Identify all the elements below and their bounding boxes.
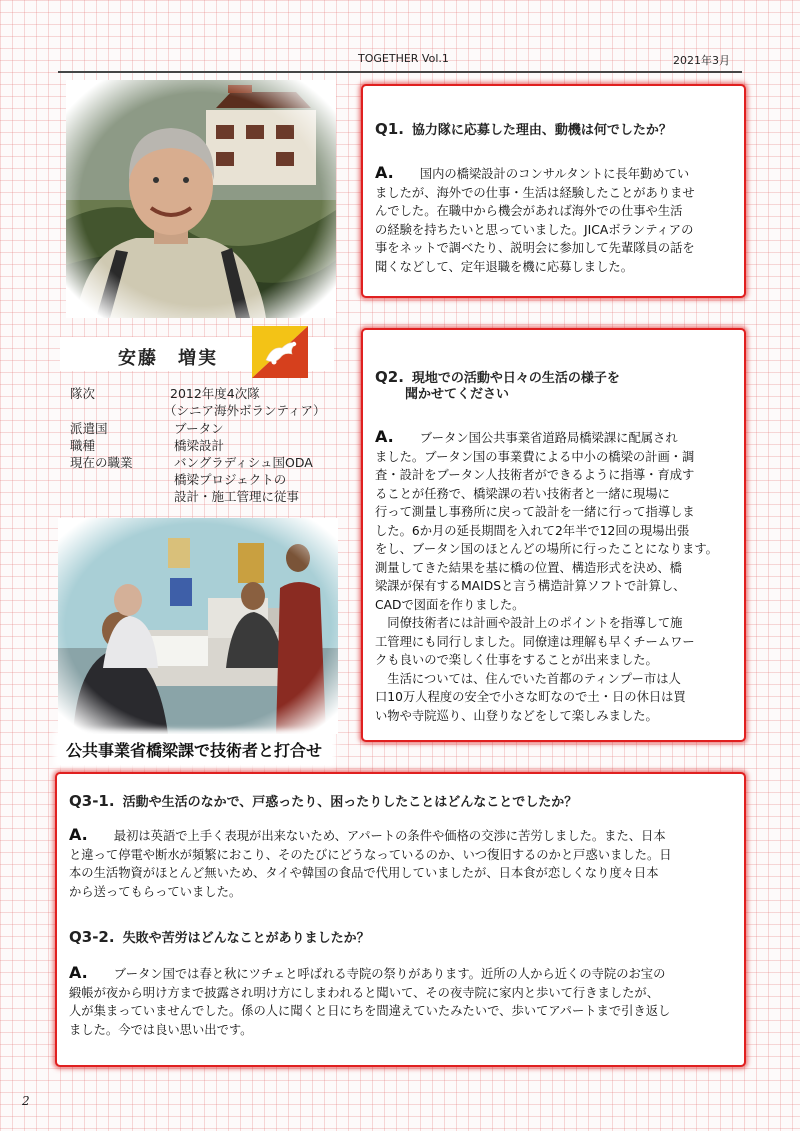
q2-question-line2: 聞かせてください xyxy=(405,387,510,402)
answer-line: 行って測量し事務所に戻って設計を一緒に行って指導しま xyxy=(375,505,695,519)
bhutan-flag-icon xyxy=(252,326,308,378)
member-name: 安藤 増実 xyxy=(118,348,218,369)
answer-line: した。6か月の延長期間を入れて2年半で12回の現場出張 xyxy=(375,523,690,538)
q1-answer xyxy=(375,164,741,276)
answer-line: ブータン国では春と秋にツチェと呼ばれる寺院の祭りがあります。近所の人から近くの寺院のお宝の xyxy=(113,967,666,981)
q3-2-question xyxy=(69,928,370,948)
answer-line: 本の生活物資がほとんど無いため、タイや韓国の食品で代用していましたが、日本食が恋しくなり度々日本 xyxy=(69,866,659,880)
profile-value: 設計・施工管理に従事 xyxy=(174,489,300,504)
q2-box xyxy=(361,328,746,742)
answer-line: 生活については、住んでいた首都のティンプー市は人 xyxy=(375,671,681,686)
profile-details xyxy=(70,386,340,506)
q3-1-question-text: 活動や生活のなかで、戸惑ったり、困ったりしたことはどんなことでしたか？ xyxy=(122,795,578,810)
profile-value: 2012年度4次隊 xyxy=(170,386,260,401)
q2-label: Q2. xyxy=(375,368,404,386)
profile-key: 職種 xyxy=(70,438,96,453)
answer-line: の経験を持ちたいと思っていました。JICAボランティアの xyxy=(375,222,694,237)
answer-line: 人が集まっていませんでした。係の人に聞くと日にちを間違えていたみたいで、歩いてアパートまで引き返し xyxy=(69,1004,671,1018)
q2-question xyxy=(375,368,620,388)
profile-key: 現在の職業 xyxy=(70,455,133,470)
photo-caption: 公共事業省橋梁課で技術者と打合せ xyxy=(58,734,332,765)
q2-answer xyxy=(375,428,745,725)
meeting-photo xyxy=(58,518,338,734)
answer-line: 国内の橋梁設計のコンサルタントに長年勤めてい xyxy=(419,167,690,181)
profile-value: ブータン xyxy=(174,421,224,436)
profile-value: 橋梁設計 xyxy=(174,438,225,453)
answer-line: 査・設計をブータン人技術者ができるように指導・育成す xyxy=(375,468,695,482)
q3-1-answer xyxy=(69,826,741,901)
answer-line: クも良いので楽しく仕事をすることが出来ました。 xyxy=(375,653,658,667)
answer-line: 聞くなどして、定年退職を機に応募しました。 xyxy=(375,259,633,274)
answer-line: 同僚技術者には計画や設計上のポイントを指導して施 xyxy=(375,616,683,630)
answer-line: CADで図面を作りました。 xyxy=(375,597,525,612)
q2-question-line1: 現地での活動や日々の生活の様子を xyxy=(411,371,620,386)
q1-question-text: 協力隊に応募した理由、動機は何でしたか？ xyxy=(411,123,672,138)
answer-line: い物や寺院巡り、山登りなどをして楽しみました。 xyxy=(375,708,658,723)
answer-line: をし、ブータン国のほとんどの場所に行ったことになります。 xyxy=(375,542,718,556)
q1-label: Q1. xyxy=(375,120,404,138)
profile-key: 派遣国 xyxy=(70,421,108,436)
q3-2-answer xyxy=(69,964,741,1039)
q2-a-label: A. xyxy=(375,427,394,446)
q1-question xyxy=(375,120,672,140)
answer-line: ることが任務で、橋梁課の若い技術者と一緒に現場に xyxy=(375,486,670,501)
q3-box xyxy=(55,772,746,1067)
q3-1-question xyxy=(69,792,577,812)
issue-title: TOGETHER Vol.1 xyxy=(358,52,449,65)
profile-value: バングラディシュ国ODA xyxy=(174,455,313,470)
answer-line: ました。今では良い思い出です。 xyxy=(69,1022,253,1037)
answer-line: 工管理にも同行しました。同僚達は理解も早くチームワー xyxy=(375,634,695,649)
answer-line: 最初は英語で上手く表現が出来ないため、アパートの条件や価格の交渉に苦労しました。また、日本 xyxy=(113,829,666,843)
profile-value: 橋梁プロジェクトの xyxy=(174,472,287,487)
answer-line: 事をネットで調べたり、説明会に参加して先輩隊員の話を xyxy=(375,241,695,255)
q3-2-label: Q3-2. xyxy=(69,928,115,946)
profile-value: （シニア海外ボランティア） xyxy=(164,403,326,418)
q3-2-question-text: 失敗や苦労はどんなことがありましたか？ xyxy=(122,931,370,946)
answer-line: 梁課が保有するMAIDSと言う構造計算ソフトで計算し、 xyxy=(375,579,686,593)
answer-line: んでした。在職中から機会があれば海外での仕事や生活 xyxy=(375,204,683,218)
issue-date: 2021年3月 xyxy=(673,54,730,67)
answer-line: 口10万人程度の安全で小さな町なので土・日の休日は買 xyxy=(375,690,686,704)
q1-box xyxy=(361,84,746,298)
answer-line: と違って停電や断水が頻繁におこり、そのたびにどうなっているのか、いつ復旧するのかと戸惑いました。日 xyxy=(69,847,672,862)
q3-2-a-label: A. xyxy=(69,963,88,982)
profile-key: 隊次 xyxy=(70,386,96,401)
answer-line: ましたが、海外での仕事・生活は経験したことがありませ xyxy=(375,185,695,200)
answer-line: 測量してきた結果を基に橋の位置、構造形式を決め、橋 xyxy=(375,560,682,575)
page-number: 2 xyxy=(22,1094,30,1108)
portrait-photo xyxy=(66,80,336,318)
answer-line: ブータン国公共事業省道路局橋梁課に配属され xyxy=(419,431,678,445)
header-rule xyxy=(58,71,742,73)
q3-1-label: Q3-1. xyxy=(69,792,115,810)
q3-1-a-label: A. xyxy=(69,825,88,844)
answer-line: ました。ブータン国の事業費による中小の橋梁の計画・調 xyxy=(375,449,695,464)
q1-a-label: A. xyxy=(375,163,394,182)
answer-line: から送ってもらっていました。 xyxy=(69,884,242,899)
answer-line: 緞帳が夜から明け方まで披露され明け方にしまわれると聞いて、その夜寺院に家内と歩いて行きましたが、 xyxy=(69,985,660,1000)
